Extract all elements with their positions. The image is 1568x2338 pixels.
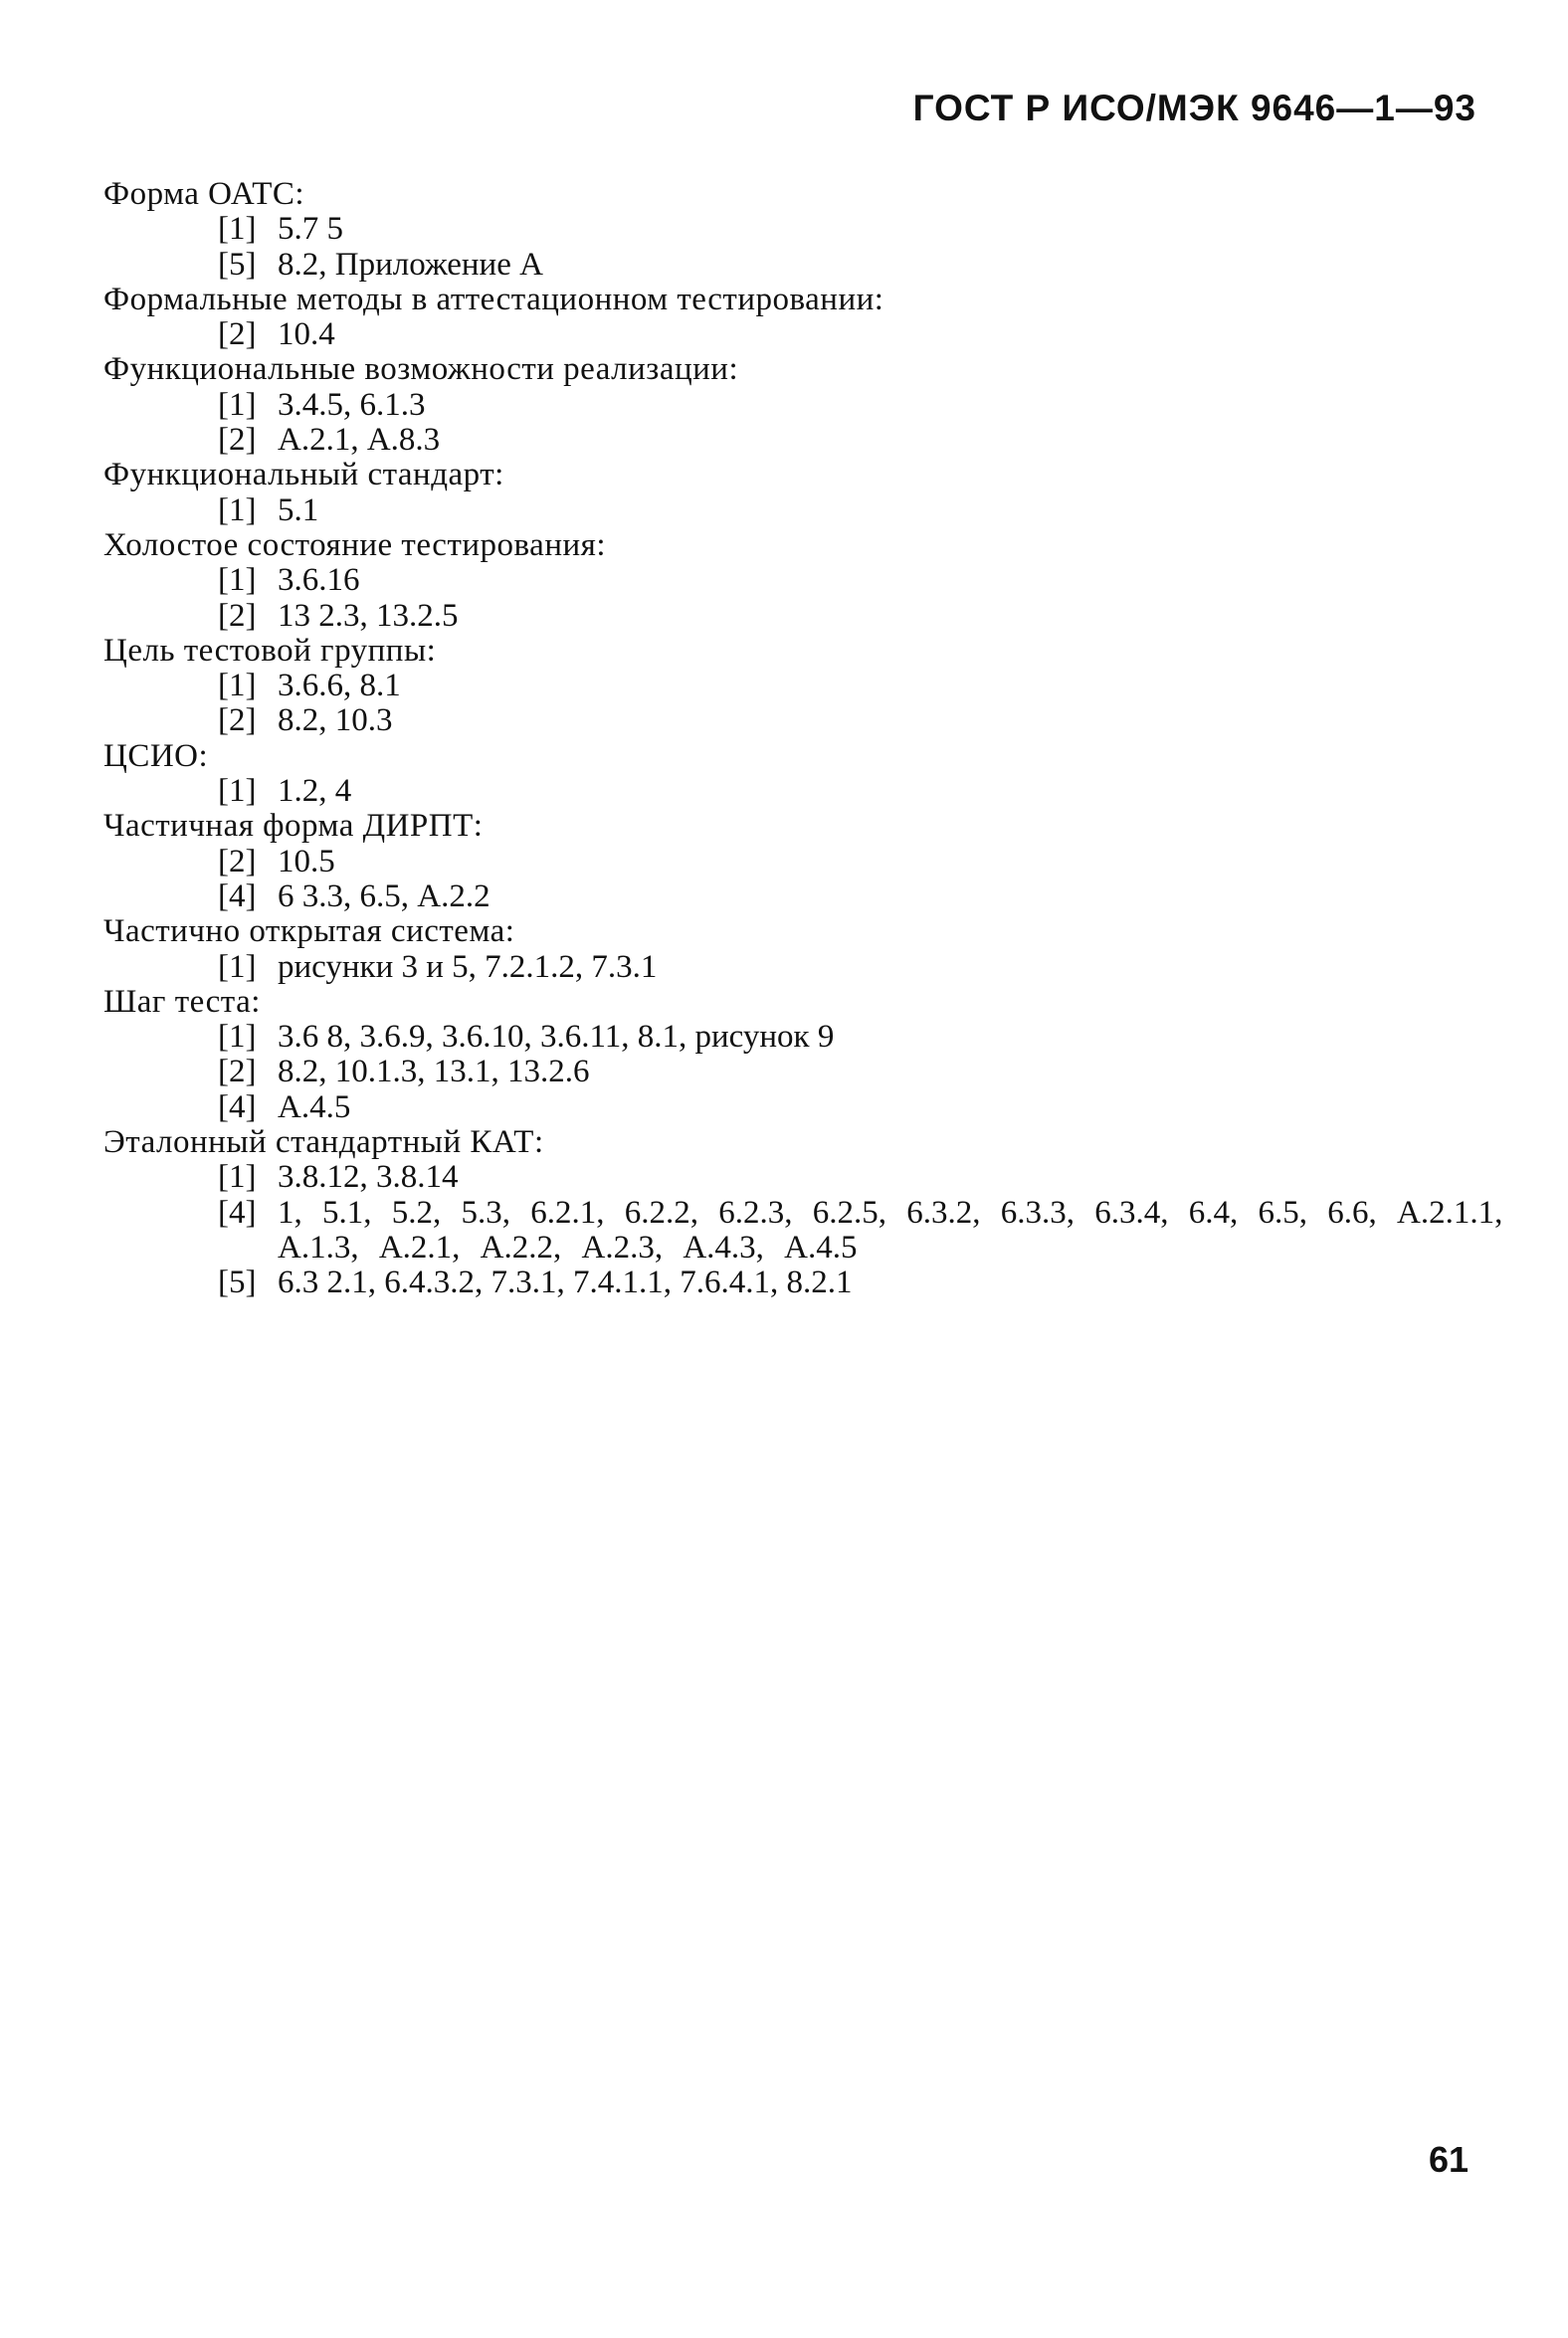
index-entry xyxy=(103,283,1516,353)
reference-clauses: 10.5 xyxy=(278,843,335,879)
index-reference xyxy=(103,493,1516,528)
index-term: Частично открытая система: xyxy=(103,913,515,950)
reference-clauses: 3.6.6, 8.1 xyxy=(278,668,401,704)
reference-clauses: А.2.1, А.8.3 xyxy=(278,422,441,459)
index-reference xyxy=(103,423,1516,458)
reference-clauses: 10.4 xyxy=(278,316,335,353)
reference-clauses: 3.4.5, 6.1.3 xyxy=(278,386,426,423)
reference-clauses: 8.2, 10.3 xyxy=(278,702,393,739)
reference-source: [2] xyxy=(218,597,257,634)
reference-source: [4] xyxy=(218,1194,257,1231)
index-reference xyxy=(103,950,1516,985)
reference-source: [2] xyxy=(218,702,257,739)
index-entry xyxy=(103,352,1516,458)
reference-source: [1] xyxy=(218,1159,257,1196)
index-term: Эталонный стандартный КАТ: xyxy=(103,1124,544,1161)
reference-source: [1] xyxy=(218,668,257,704)
index-entry xyxy=(103,914,1516,985)
index-term: Частичная форма ДИРПТ: xyxy=(103,808,484,845)
index-reference xyxy=(103,563,1516,598)
index-entry xyxy=(103,634,1516,739)
index-reference xyxy=(103,774,1516,809)
reference-source: [1] xyxy=(218,773,257,810)
index-term: Функциональный стандарт: xyxy=(103,457,504,493)
index-reference xyxy=(103,1266,1516,1300)
subject-index xyxy=(103,177,1516,1301)
index-entry xyxy=(103,809,1516,914)
reference-clauses: 3.6.16 xyxy=(278,562,360,599)
reference-source: [1] xyxy=(218,1019,257,1056)
reference-source: [4] xyxy=(218,1088,257,1125)
index-reference xyxy=(103,845,1516,879)
reference-clauses: А.4.5 xyxy=(278,1088,351,1125)
reference-clauses: 5.7 5 xyxy=(278,211,343,248)
reference-source: [5] xyxy=(218,1265,257,1301)
index-entry xyxy=(103,528,1516,634)
reference-clauses: 8.2, Приложение А xyxy=(278,246,543,283)
reference-source: [2] xyxy=(218,843,257,879)
reference-source: [1] xyxy=(218,491,257,528)
index-reference xyxy=(103,599,1516,634)
index-reference xyxy=(103,317,1516,352)
running-header: ГОСТ Р ИСО/МЭК 9646—1—93 xyxy=(912,88,1476,128)
index-reference xyxy=(103,879,1516,914)
reference-source: [1] xyxy=(218,948,257,985)
index-entry xyxy=(103,985,1516,1125)
index-reference xyxy=(103,1196,1516,1266)
index-reference xyxy=(103,1020,1516,1055)
reference-clauses: 5.1 xyxy=(278,491,319,528)
index-term: Холостое состояние тестирования: xyxy=(103,526,606,563)
index-reference xyxy=(103,212,1516,247)
index-term: Цель тестовой группы: xyxy=(103,632,437,669)
reference-source: [1] xyxy=(218,562,257,599)
page-number: 61 xyxy=(1428,2139,1469,2180)
index-term: Функциональные возможности реализации: xyxy=(103,351,739,388)
index-reference xyxy=(103,248,1516,283)
reference-clauses: 6 3.3, 6.5, А.2.2 xyxy=(278,877,490,914)
index-term: Шаг теста: xyxy=(103,983,261,1020)
index-reference xyxy=(103,1090,1516,1125)
reference-source: [2] xyxy=(218,1054,257,1090)
index-reference xyxy=(103,1055,1516,1089)
reference-clauses: 3.6 8, 3.6.9, 3.6.10, 3.6.11, 8.1, рисунок 9 xyxy=(278,1019,835,1056)
index-term: Форма ОАТС: xyxy=(103,176,305,212)
reference-source: [1] xyxy=(218,386,257,423)
reference-source: [5] xyxy=(218,246,257,283)
index-term: Формальные методы в аттестационном тестировании: xyxy=(103,281,884,317)
index-entry xyxy=(103,458,1516,528)
index-term: ЦСИО: xyxy=(103,737,209,774)
reference-clauses: рисунки 3 и 5, 7.2.1.2, 7.3.1 xyxy=(278,948,658,985)
index-reference xyxy=(103,703,1516,738)
reference-source: [1] xyxy=(218,211,257,248)
index-reference xyxy=(103,669,1516,703)
index-entry xyxy=(103,177,1516,283)
reference-clauses: 1, 5.1, 5.2, 5.3, 6.2.1, 6.2.2, 6.2.3, 6.2.5, 6.3.2, 6.3.3, 6.3.4, 6.4, 6.5, 6.6, А.2.1.1, А.1.3, А.2.1, А.2.2, А.2.3, А.4.3, А.4.5 xyxy=(278,1194,1503,1266)
index-entry xyxy=(103,1125,1516,1300)
reference-clauses: 6.3 2.1, 6.4.3.2, 7.3.1, 7.4.1.1, 7.6.4.1, 8.2.1 xyxy=(278,1265,853,1301)
index-entry xyxy=(103,739,1516,810)
reference-clauses: 1.2, 4 xyxy=(278,773,352,810)
reference-clauses: 13 2.3, 13.2.5 xyxy=(278,597,459,634)
reference-source: [2] xyxy=(218,422,257,459)
reference-source: [2] xyxy=(218,316,257,353)
reference-source: [4] xyxy=(218,877,257,914)
reference-clauses: 8.2, 10.1.3, 13.1, 13.2.6 xyxy=(278,1054,590,1090)
index-reference xyxy=(103,388,1516,423)
reference-clauses: 3.8.12, 3.8.14 xyxy=(278,1159,459,1196)
index-reference xyxy=(103,1160,1516,1195)
